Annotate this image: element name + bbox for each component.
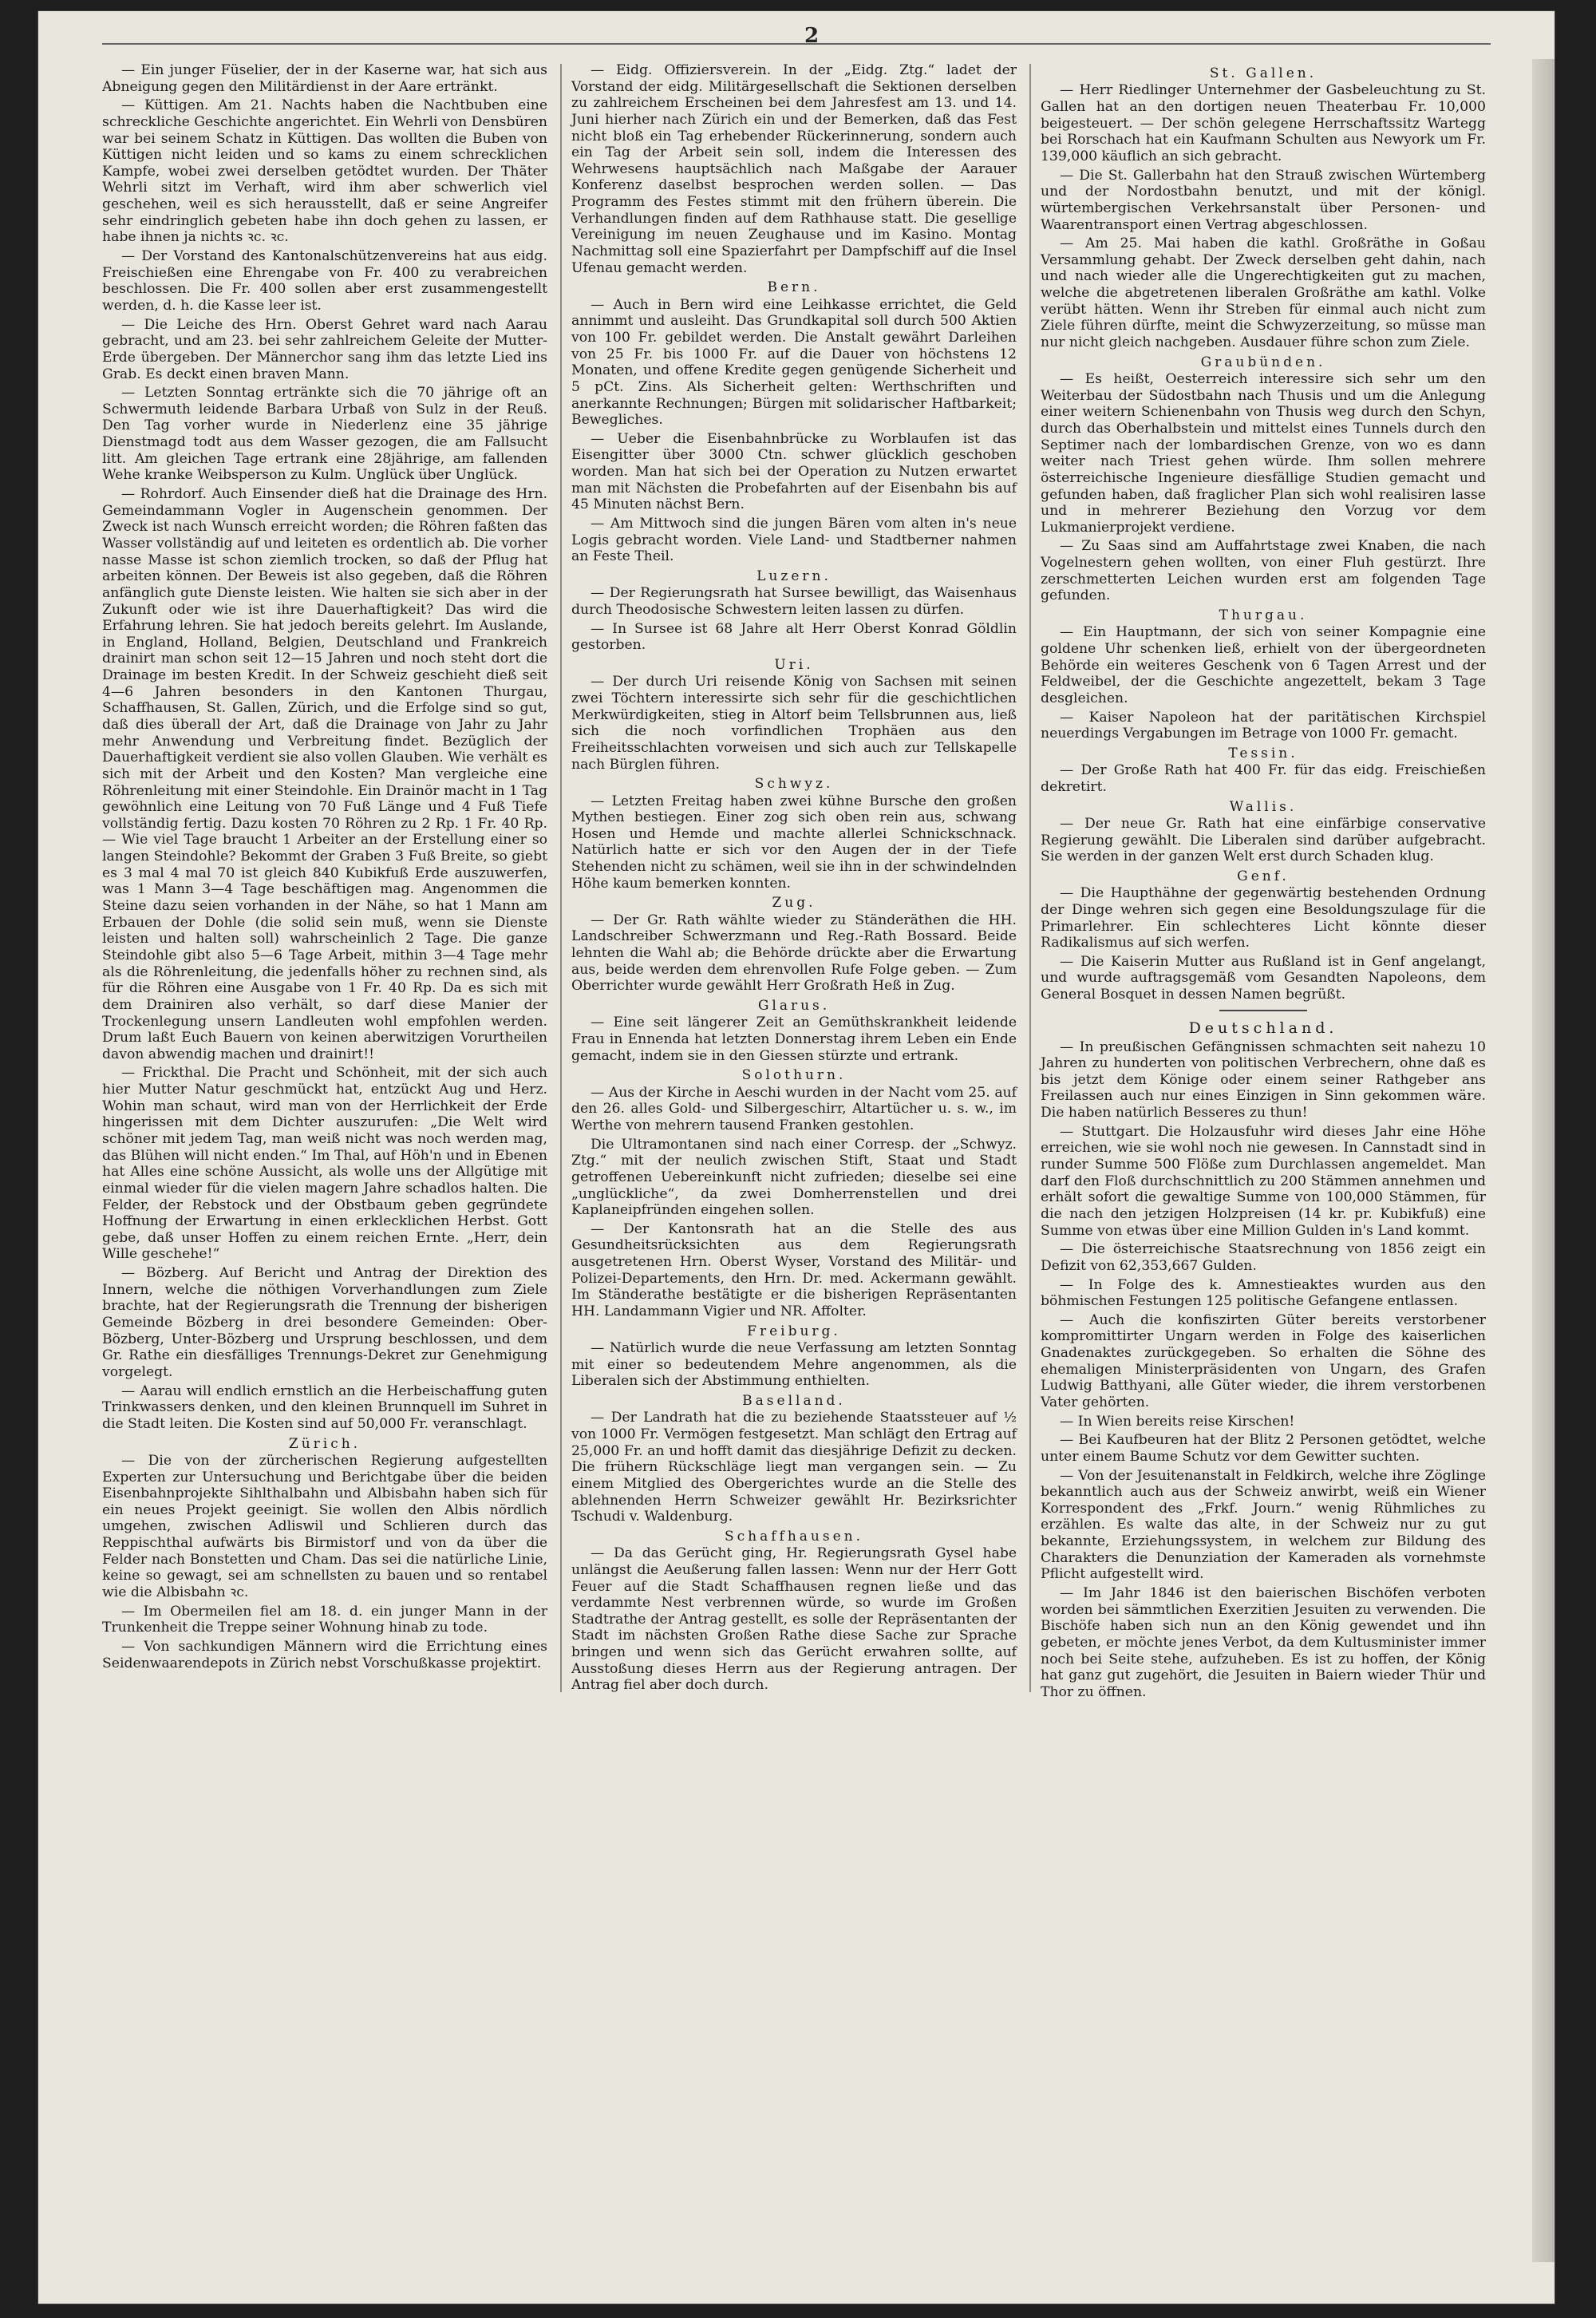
article-paragraph: — Von sachkundigen Männern wird die Errichtung eines Seidenwaarendepots in Zürich nebst Vorschußkasse projektirt. (102, 1638, 547, 1671)
article-paragraph: — Die Leiche des Hrn. Oberst Gehret ward nach Aarau gebracht, und am 23. bei sehr zahlreichem Geleite der Mutter-Erde übergeben. Der Männerchor sang ihm das letzte Lied ins Grab. Es deckt einen braven Mann. (102, 316, 547, 382)
page-number: 2 (804, 24, 820, 48)
article-paragraph: — Zu Saas sind am Auffahrtstage zwei Knaben, die nach Vogelnestern gehen wollten, von einer Fluh gestürzt. Ihre zerschmetterten Leichen wurden erst am folgenden Tage gefunden. (1041, 538, 1486, 604)
article-paragraph: — Im Obermeilen fiel am 18. d. ein junger Mann in der Trunkenheit die Treppe seiner Wohnung hinab zu tode. (102, 1603, 547, 1636)
article-paragraph: — Aus der Kirche in Aeschi wurden in der Nacht vom 25. auf den 26. alles Gold- und Silbergeschirr, Altartücher u. s. w., im Werthe von mehrern tausend Franken gestohlen. (571, 1084, 1017, 1133)
article-paragraph: — Im Jahr 1846 ist den baierischen Bischöfen verboten worden bei sämmtlichen Exerzitien Jesuiten zu verwenden. Die Bischöfe haben sich nun an den König gewendet und ihn gebeten, er möchte jenes Verbot, da dem Kultusminister immer noch bei Seite stehe, aufzuheben. Es ist zu hoffen, der König hat ganz gut zugehört, die Jesuiten in Baiern wieder Thür und Thor zu öffnen. (1041, 1585, 1486, 1700)
article-paragraph: — Rohrdorf. Auch Einsender dieß hat die Drainage des Hrn. Gemeindammann Vogler in Augenschein genommen. Der Zweck ist nach Wunsch erreicht worden; die Röhren faßten das Wasser vollständig auf und leiteten es ordentlich ab. Die vorher nasse Masse ist schon ziemlich trocken, so daß der Pflug hat arbeiten können. Der Beweis ist also gegeben, daß die Röhren anfänglich gute Dienste leisten. Wie halten sie sich aber in der Zukunft oder wie ist ihre Dauerhaftigkeit? Das wird die Erfahrung lehren. Sie hat jedoch bereits gelehrt. Im Auslande, in England, Holland, Belgien, Deutschland und Frankreich drainirt man schon seit 12—15 Jahren und noch steht dort die Drainage im besten Kredit. In der Schweiz geschieht dieß seit 4—6 Jahren besonders in den Kantonen Thurgau, Schaffhausen, St. Gallen, Zürich, und die Erfolge sind so gut, daß dies überall der Art, daß die Drainage von Jahr zu Jahr mehr Anwendung und Verbreitung findet. Bezüglich der Dauerhaftigkeit verdient sie also vollen Glauben. Wie verhält es sich mit der Arbeit und den Kosten? Man vergleiche eine Röhrenleitung mit einer Steindohle. Ein Drainör macht in 1 Tag gewöhnlich eine Leitung von 70 Fuß Länge und 4 Fuß Tiefe vollständig fertig. Dazu kosten 70 Röhren zu 2 Rp. 1 Fr. 40 Rp. — Wie viel Tage braucht 1 Arbeiter an der Erstellung einer so langen Steindohle? Bekommt der Graben 3 Fuß Breite, so giebt es 3 mal 4 mal 70 ist gleich 840 Kubikfuß Erde auszuwerfen, was 1 Mann 3—4 Tage beschäftigen mag. Angenommen die Steine dazu seien vorhanden in der Nähe, so hat 1 Mann am Erbauen der Dohle (die solid sein muß, wenn sie Dienste leisten und halten soll) wahrscheinlich 2 Tage. Die ganze Steindohle gibt also 5—6 Tage Arbeit, mithin 3—4 Tage mehr als die Röhrenleitung, die jedenfalls höher zu rechnen sind, als für die Röhren eine Ausgabe von 1 Fr. 40 Rp. Da es sich mit dem Drainiren also verhält, so darf diese Manier der Trockenlegung unsern Landleuten wohl empfohlen werden. Drum laßt Euch Bauern von keinen aberwitzigen Vorurtheilen davon abwendig machen und drainirt!! (102, 486, 547, 1062)
section-heading: Uri. (774, 656, 814, 673)
article-paragraph: — Auch die konfiszirten Güter bereits verstorbener kompromittirter Ungarn werden in Folge des kaiserlichen Gnadenaktes zurückgegeben. So erhalten die Söhne des ehemaligen Ministerpräsidenten von Ungarn, des Grafen Ludwig Batthyani, alle Güter wieder, die ihrem verstorbenen Vater gehörten. (1041, 1311, 1486, 1410)
article-paragraph: — Ein Hauptmann, der sich von seiner Kompagnie eine goldene Uhr schenken ließ, erhielt von der übergeordneten Behörde ein weiteres Geschenk von 6 Tagen Arrest und der Feldweibel, der die Geschichte angezettelt, bekam 3 Tage desgleichen. (1041, 624, 1486, 706)
section-heading: Wallis. (1229, 798, 1298, 815)
article-paragraph: — Herr Riedlinger Unternehmer der Gasbeleuchtung zu St. Gallen hat an den dortigen neuen Theaterbau Fr. 10,000 beigesteuert. — Der schön gelegene Herrschaftssitz Wartegg bei Rorschach hat ein Kaufmann Schulten aus Newyork um Fr. 139,000 käuflich an sich gebracht. (1041, 82, 1486, 164)
article-paragraph: — In Sursee ist 68 Jahre alt Herr Oberst Konrad Göldlin gestorben. (571, 620, 1017, 654)
article-paragraph: — Der Vorstand des Kantonalschützenvereins hat aus eidg. Freischießen eine Ehrengabe von Fr. 400 zu verabreichen beschlossen. Die Fr. 400 sollen aber erst zusammengestellt werden, d. h. die Kasse leer ist. (102, 248, 547, 314)
section-heading: Deutschland. (1188, 1019, 1338, 1037)
article-paragraph: — Küttigen. Am 21. Nachts haben die Nachtbuben eine schreckliche Geschichte angerichtet. Ein Wehrli von Densbüren war bei seinem Schatz in Küttigen. Das wollten die Buben von Küttigen nicht leiden und so kams zu einem schrecklichen Kampfe, wobei zwei derselben getödtet wurden. Der Thäter Wehrli sitzt im Verhaft, wird ihm aber schwerlich viel geschehen, weil es sich herausstellt, daß er seine Angreifer sehr eindringlich gebeten habe ihn doch gehen zu lassen, er habe ihnen ja nichts ꝛc. ꝛc. (102, 97, 547, 246)
article-paragraph: — Der Landrath hat die zu beziehende Staatssteuer auf ½ von 1000 Fr. Vermögen festgesetzt. Man schlägt den Ertrag auf 25,000 Fr. an und hofft damit das diesjährige Defizit zu decken. Die frühern Rückschläge liegt man vergangen sein. — Zu einem Mitglied des Obergerichtes wurde an die Stelle des ablehnenden Herrn Schweizer gewählt Hr. Bezirksrichter Tschudi v. Waldenburg. (571, 1410, 1017, 1525)
section-heading: St. Gallen. (1209, 65, 1317, 81)
column-divider (560, 64, 562, 1692)
article-paragraph: — In Folge des k. Amnestieaktes wurden aus den böhmischen Festungen 125 politische Gefangene entlassen. (1041, 1276, 1486, 1310)
section-heading: Thurgau. (1219, 607, 1308, 623)
column-1 (102, 62, 547, 1738)
section-heading: Bern. (767, 279, 821, 296)
article-paragraph: — Es heißt, Oesterreich interessire sich sehr um den Weiterbau der Südostbahn nach Thusis und um die Anlegung einer weitern Schienenbahn von Thusis weg durch den Schyn, durch das Oberhalbstein und mittelst eines Tunnels durch den Septimer nach der lombardischen Grenze, von wo es dann weiter nach Triest gehen würde. Ihm sollen mehrere österreichische Ingenieure diesfällige Studien gemacht und gefunden haben, daß fraglicher Plan sich wohl realisiren lasse und in mehrerer Beziehung den Vorzug vor dem Lukmanierprojekt verdiene. (1041, 371, 1486, 536)
article-paragraph: — Die St. Gallerbahn hat den Strauß zwischen Würtemberg und der Nordostbahn benutzt, und mit der königl. würtembergischen Verkehrsanstalt über Personen- und Waarentransport einen Vertrag abgeschlossen. (1041, 167, 1486, 233)
article-paragraph: — Stuttgart. Die Holzausfuhr wird dieses Jahr eine Höhe erreichen, wie sie wohl noch nie gewesen. In Cannstadt sind in runder Summe 500 Flöße zum Durchlassen angemeldet. Man darf den Floß durchschnittlich zu 200 Stämmen annehmen und erhält sofort die gewaltige Summe von 100,000 Stämmen, für die nach den jetzigen Holzpreisen (14 kr. pr. Kubikfuß) eine Summe von etwas über eine Million Gulden in's Land kommt. (1041, 1123, 1486, 1239)
article-paragraph: — Der durch Uri reisende König von Sachsen mit seinen zwei Töchtern interessirte sich sehr für die geschichtlichen Merkwürdigkeiten, stieg in Altorf beim Tellsbrunnen aus, ließ sich die noch vorfindlichen Trophäen aus den Freiheitsschlachten vorweisen und sich auch zur Tellskapelle nach Bürglen führen. (571, 674, 1017, 773)
article-paragraph: — Die von der zürcherischen Regierung aufgestellten Experten zur Untersuchung und Berichtgabe über die beiden Eisenbahnprojekte Sihlthalbahn und Albisbahn haben sich für ein neues Projekt geeinigt. Sie wollen den Albis nördlich umgehen, zwischen Adliswil und Schlieren durch das Reppischthal aufwärts bis Birmistorf und von da über die Felder nach Bonstetten und Cham. Das sei die natürliche Linie, keine so gewagt, sei am schnellsten zu bauen und so rentabel wie die Albisbahn ꝛc. (102, 1452, 547, 1601)
column-2 (571, 62, 1017, 1694)
article-paragraph: — In preußischen Gefängnissen schmachten seit nahezu 10 Jahren zu hunderten von politischen Verbrechern, ohne daß es bis jetzt dem Könige oder einem seiner Rathgeber ans Freilassen auch nur eines Einzigen in Sinn gekommen wäre. Die haben natürlich Besseres zu thun! (1041, 1038, 1486, 1121)
article-paragraph: — Bei Kaufbeuren hat der Blitz 2 Personen getödtet, welche unter einem Baume Schutz vor dem Gewitter suchten. (1041, 1432, 1486, 1465)
next-page-edge (1532, 59, 1555, 2262)
section-heading: Schwyz. (754, 776, 834, 793)
article-paragraph: — Ueber die Eisenbahnbrücke zu Worblaufen ist das Eisengitter über 3000 Ctn. schwer glücklich geschoben worden. Man hat sich bei der Operation zu Nutzen erwartet man mit Nächsten die Probefahrten auf der Eisenbahn bis auf 45 Minuten nächst Bern. (571, 430, 1017, 513)
article-paragraph: — Aarau will endlich ernstlich an die Herbeischaffung guten Trinkwassers denken, und den kleinen Brunnquell im Suhret in die Stadt leiten. Die Kosten sind auf 50,000 Fr. veranschlagt. (102, 1382, 547, 1432)
section-heading: Tessin. (1228, 745, 1298, 761)
article-paragraph: — Letzten Sonntag ertränkte sich die 70 jährige oft an Schwermuth leidende Barbara Urbaß von Sulz in der Reuß. Den Tag vorher wurde in Niederlenz eine 35 jährige Dienstmagd todt aus dem Wasser gezogen, die am Fallsucht litt. Am gleichen Tage ertrank eine 28jährige, am fallenden Wehe kranke Weibsperson zu Kulm. Unglück über Unglück. (102, 385, 547, 484)
article-paragraph: — Kaiser Napoleon hat der paritätischen Kirchspiel neuerdings Vergabungen im Betrage von 1000 Fr. gemacht. (1041, 709, 1486, 742)
section-heading: Solothurn. (741, 1067, 847, 1084)
section-heading: Graubünden. (1200, 354, 1326, 370)
article-paragraph: — Der neue Gr. Rath hat eine einfärbige conservative Regierung gewählt. Die Liberalen sind darüber aufgebracht. Sie werden in der ganzen Welt erst durch Schaden klug. (1041, 815, 1486, 865)
article-paragraph: — Der Regierungsrath hat Sursee bewilligt, das Waisenhaus durch Theodosische Schwestern leiten lassen zu dürfen. (571, 585, 1017, 618)
article-paragraph: — Die Haupthähne der gegenwärtig bestehenden Ordnung der Dinge wehren sich gegen eine Besoldungszulage für die Primarlehrer. Ein schlechteres Licht könnte dieser Radikalismus auf sich werfen. (1041, 885, 1486, 951)
article-paragraph: — Von der Jesuitenanstalt in Feldkirch, welche ihre Zöglinge bekanntlich auch aus der Schweiz anwirbt, weiß ein Wiener Korrespondent des „Frkf. Journ.“ wenig Rühmliches zu erzählen. Es walte das alte, in der Schweiz nur zu gut bekannte, Erziehungssystem, in welchem zur Bildung des Charakters die Denunziation der Kameraden als vornehmste Pflicht aufgestellt wird. (1041, 1467, 1486, 1583)
article-paragraph: — Frickthal. Die Pracht und Schönheit, mit der sich auch hier Mutter Natur geschmückt hat, entzückt Aug und Herz. Wohin man schaut, wird man von der Herrlichkeit der Erde hingerissen mit dem Dichter auszurufen: „Die Welt wird schöner mit jedem Tag, man weiß nicht was noch werden mag, das Blühen will nicht enden.“ Im Thal, auf Höh'n und in Ebenen hat Alles eine schöne Aussicht, als wolle uns der Allgütige mit einmal wieder für die vielen magern Jahre schadlos halten. Die Felder, der Rebstock und der Obstbaum geben gegründete Hoffnung der Erwartung in einen erklecklichen Herbst. Gott gebe, daß unser Hoffen zu einem reichen Ernte. „Herr, dein Wille geschehe!“ (102, 1065, 547, 1263)
article-paragraph: — Auch in Bern wird eine Leihkasse errichtet, die Geld annimmt und ausleiht. Das Grundkapital soll durch 500 Aktien von 100 Fr. gebildet werden. Die Anstalt gewährt Darleihen von 25 Fr. bis 1000 Fr. auf die Dauer von höchstens 12 Monaten, und offene Kredite gegen genügende Sicherheit und 5 pCt. Zins. Als Sicherheit gelten: Werthschriften und anerkannte Rechnungen; Bürgen mit solidarischer Haftbarkeit; Bewegliches. (571, 296, 1017, 429)
article-paragraph: — Am Mittwoch sind die jungen Bären vom alten in's neue Logis gebracht worden. Viele Land- und Stadtberner nahmen an Feste Theil. (571, 516, 1017, 565)
section-heading: Genf. (1237, 868, 1290, 884)
article-paragraph: — Am 25. Mai haben die kathl. Großräthe in Goßau Versammlung gehabt. Der Zweck derselben geht dahin, nach und nach wieder alle die Ungerechtigkeiten gut zu machen, welche die abgetretenen liberalen Großräthe am kathl. Volke verübt hätten. Wenn ihr Streben für einmal auch nicht zum Ziele führen dürfte, meint die Schwyzerzeitung, so müsse man nur nicht gleich nachgeben. Ausdauer führe schon zum Ziele. (1041, 235, 1486, 350)
article-paragraph: — Der Große Rath hat 400 Fr. für das eidg. Freischießen dekretirt. (1041, 762, 1486, 795)
header-rule (102, 43, 1491, 45)
article-paragraph: — Bözberg. Auf Bericht und Antrag der Direktion des Innern, welche die nöthigen Vorverhandlungen zum Ziele brachte, hat der Regierungsrath die Trennung der bisherigen Gemeinde Bözberg in drei besondere Gemeinden: Ober-Bözberg, Unter-Bözberg und Ursprung beschlossen, und dem Gr. Rathe ein diesfälliges Trennungs-Dekret zur Genehmigung vorgelegt. (102, 1265, 547, 1380)
article-paragraph: — Eine seit längerer Zeit an Gemüthskrankheit leidende Frau in Ennenda hat letzten Donnerstag ihrem Leben ein Ende gemacht, indem sie in den Giessen stürzte und ertrank. (571, 1015, 1017, 1064)
article-paragraph: — Die Kaiserin Mutter aus Rußland ist in Genf angelangt, und wurde auftragsgemäß vom Gesandten Napoleons, dem General Bosquet in dessen Namen begrüßt. (1041, 953, 1486, 1003)
article-paragraph: — Die österreichische Staatsrechnung von 1856 zeigt ein Defizit von 62,353,667 Gulden. (1041, 1241, 1486, 1274)
section-heading: Baselland. (742, 1392, 846, 1409)
article-paragraph: — Eidg. Offiziersverein. In der „Eidg. Ztg.“ ladet der Vorstand der eidg. Militärgesellschaft die Sektionen derselben zu zahlreichem Erscheinen bei dem Jahresfest am 13. und 14. Juni hierher nach Zürich ein und der Bemerken, daß das Fest nicht bloß ein Tag erhebender Rückerinnerung, sondern auch ein Tag der Arbeit sein soll, indem die Interessen des Wehrwesens hauptsächlich nach Maßgabe der Aarauer Konferenz daselbst besprochen werden sollen. — Das Programm des Festes stimmt mit den frühern überein. Die Verhandlungen finden auf dem Rathhause statt. Die gesellige Vereinigung im neuen Zeughause und im Kasino. Montag Nachmittag soll eine Spazierfahrt per Dampfschiff auf die Insel Ufenau gemacht werden. (571, 62, 1017, 276)
column-3 (1041, 62, 1486, 1770)
section-heading: Zug. (772, 895, 816, 912)
section-heading: Luzern. (757, 568, 832, 584)
section-heading: Schaffhausen. (724, 1528, 863, 1545)
article-paragraph: — In Wien bereits reise Kirschen! (1060, 1413, 1295, 1430)
article-paragraph: — Der Gr. Rath wählte wieder zu Ständeräthen die HH. Landschreiber Schwerzmann und Reg.-Rath Bossard. Beide lehnten die Wahl ab; die Behörde drückte aber die Erwartung aus, beide werden dem ehrenvollen Rufe Folge geben. — Zum Oberrichter wurde gewählt Herr Großrath Heß in Zug. (571, 912, 1017, 995)
section-separator (1219, 1010, 1307, 1011)
section-heading: Glarus. (757, 997, 831, 1014)
section-heading: Zürich. (288, 1435, 361, 1452)
article-paragraph: — Letzten Freitag haben zwei kühne Bursche den großen Mythen bestiegen. Einer zog sich oben rein aus, schwang Hosen und Hemde und machte allerlei Schnickschnack. Natürlich hatte er sich vor den Augen der in der Tiefe Stehenden nicht zu schämen, weil sie ihn in der schwindelnden Höhe kaum bemerken konnten. (571, 793, 1017, 892)
article-paragraph: — Natürlich wurde die neue Verfassung am letzten Sonntag mit einer so bedeutendem Mehre angenommen, als die Liberalen sich der Abstimmung enthielten. (571, 1340, 1017, 1390)
column-divider (1029, 64, 1031, 1692)
section-heading: Freiburg. (747, 1323, 841, 1339)
article-paragraph: Die Ultramontanen sind nach einer Corresp. der „Schwyz. Ztg.“ mit der neulich zwischen Stift, Staat und Stadt getroffenen Uebereinkunft nicht zufrieden; dieselbe sei eine „unglückliche“, da zwei Domherrenstellen und drei Kaplaneipfründen eingehen sollen. (571, 1136, 1017, 1219)
newspaper-page (38, 11, 1555, 2304)
article-paragraph: — Da das Gerücht ging, Hr. Regierungsrath Gysel habe unlängst die Aeußerung fallen lassen: Wenn nur der Herr Gott Feuer auf die Stadt Schaffhausen regnen ließe und das verdammte Nest verbrennen würde, so wurde im Großen Stadtrathe der Antrag gestellt, es solle der Repräsentanten der Stadt im nächsten Großen Rathe diese Sache zur Sprache bringen und wenn sich das Gerücht erwahren sollte, auf Ausstoßung dieses Herrn aus der Regierung antragen. Der Antrag fiel aber doch durch. (571, 1545, 1017, 1694)
article-paragraph: — Der Kantonsrath hat an die Stelle des aus Gesundheitsrücksichten aus dem Regierungsrath ausgetretenen Hrn. Oberst Wyser, Vorstand des Militär- und Polizei-Departements, den Hrn. Dr. med. Ackermann gewählt. Im Ständerathe bestätigte er die bisherigen Repräsentanten HH. Landammann Vigier und NR. Affolter. (571, 1220, 1017, 1320)
article-paragraph: — Ein junger Füselier, der in der Kaserne war, hat sich aus Abneigung gegen den Militärdienst in der Aare ertränkt. (102, 62, 547, 95)
